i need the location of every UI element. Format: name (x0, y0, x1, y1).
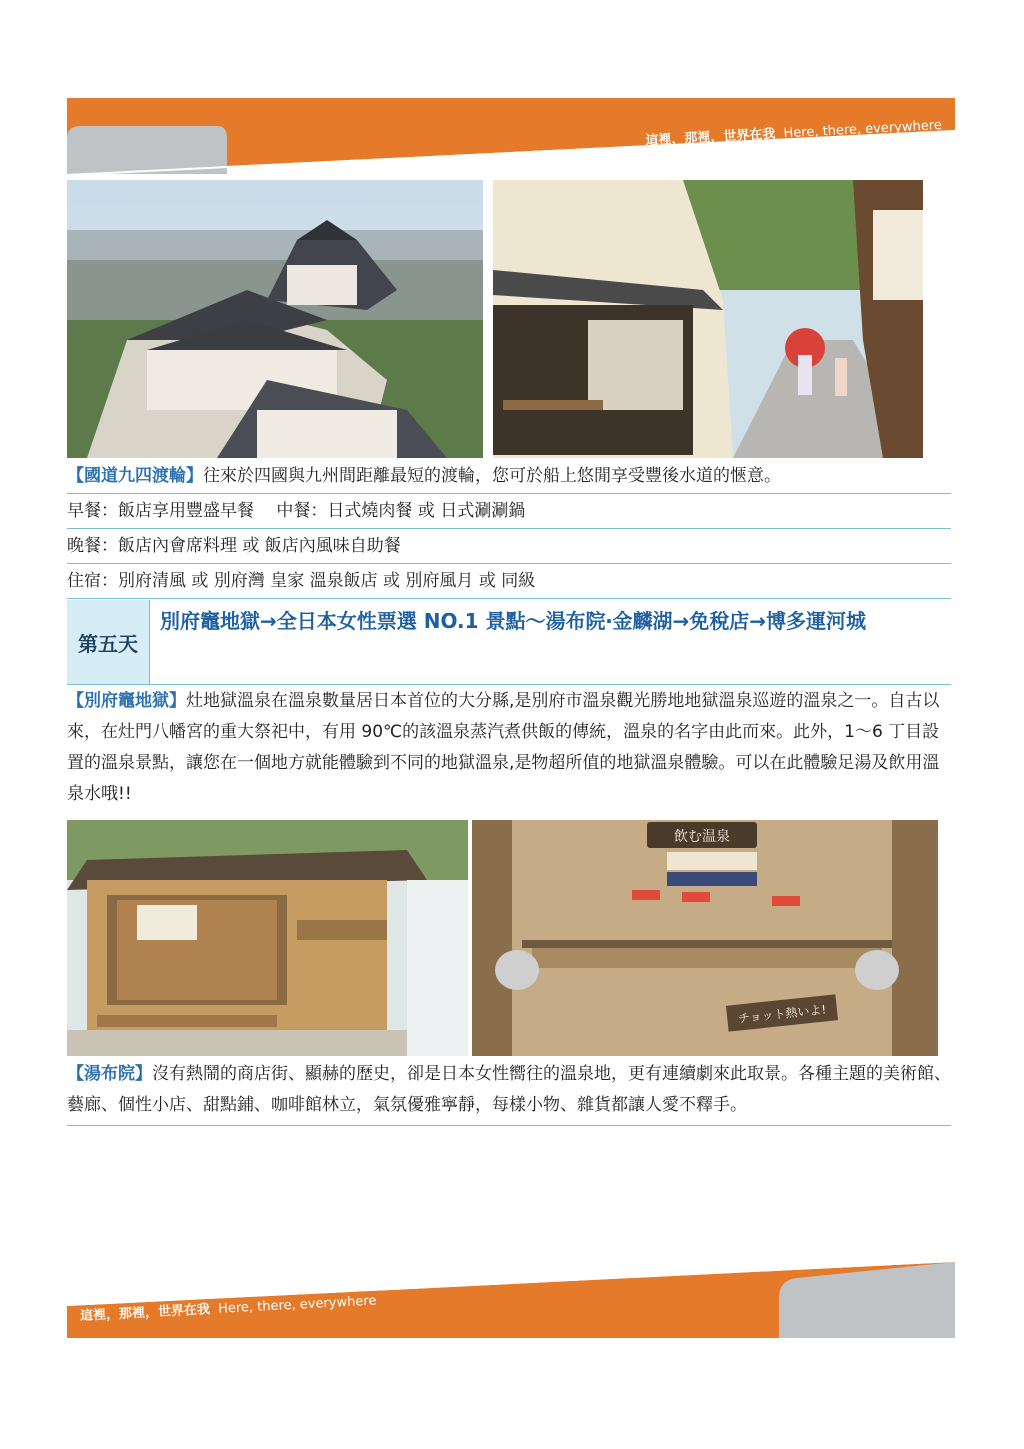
day-title: 別府竈地獄→全日本女性票選 NO.1 景點～湯布院‧金麟湖→免稅店→博多運河城 (160, 609, 866, 633)
yufuin-label: 【湯布院】 (67, 1064, 152, 1084)
hot-sign-text: チョット熱いよ! (737, 1002, 827, 1026)
yufuin-text: 沒有熱鬧的商店街、顯赫的歷史，卻是日本女性嚮往的溫泉地，更有連續劇來此取景。各種主題的美術館、藝廊、個性小店、甜點鋪、咖啡館林立，氣氛優雅寧靜，每樣小物、雜貨都讓人愛不釋手。 (67, 1064, 951, 1115)
brand-en: Here, there, everywhere (783, 118, 943, 142)
day-header (67, 600, 951, 685)
drinking-spring-photo (472, 820, 938, 1056)
ferry-label: 【國道九四渡輪】 (67, 466, 203, 486)
brand-zh-bottom: 這裡，那裡，世界在我 (79, 1302, 211, 1324)
meals-dinner (67, 531, 951, 564)
brand-en-bottom: Here, there, everywhere (217, 1293, 377, 1317)
brand-zh: 這裡，那裡，世界在我 (645, 126, 777, 149)
kamado-label: 【別府竈地獄】 (67, 691, 186, 711)
meals-breakfast-lunch-text: 早餐：飯店享用豐盛早餐 中餐：日式燒肉餐 或 日式涮涮鍋 (67, 501, 526, 521)
lodging (67, 566, 951, 599)
old-street-photo (493, 180, 923, 458)
foot-bath-photo (67, 820, 468, 1056)
drink-sign-text: 飲む温泉 (674, 829, 730, 845)
meals-breakfast-lunch (67, 496, 951, 529)
ferry-text: 往來於四國與九州間距離最短的渡輪，您可於船上悠閒享受豐後水道的愜意。 (203, 466, 781, 486)
ferry-description (67, 461, 951, 494)
kamado-text: 灶地獄溫泉在溫泉數量居日本首位的大分縣,是別府市溫泉觀光勝地地獄溫泉巡遊的溫泉之一。自古以來，在灶門八幡宮的重大祭祀中，有用 90℃的該溫泉蒸汽煮供飯的傳統，溫泉的名字由此而來。此外，1～6 丁目設置的溫泉景點，讓您在一個地方就能體驗到不同的地獄溫泉,是物超所值的地獄溫泉體驗。可以在此體驗足湯及飲用溫泉水哦!! (67, 691, 940, 804)
lodging-text: 住宿：別府清風 或 別府灣 皇家 溫泉飯店 或 別府風月 或 同級 (67, 571, 536, 591)
kamado-description (67, 686, 951, 810)
meals-dinner-text: 晚餐：飯店內會席料理 或 飯店內風味自助餐 (67, 536, 401, 556)
day-label: 第五天 (67, 600, 150, 684)
yufuin-description (67, 1059, 951, 1126)
castle-photo (67, 180, 483, 458)
